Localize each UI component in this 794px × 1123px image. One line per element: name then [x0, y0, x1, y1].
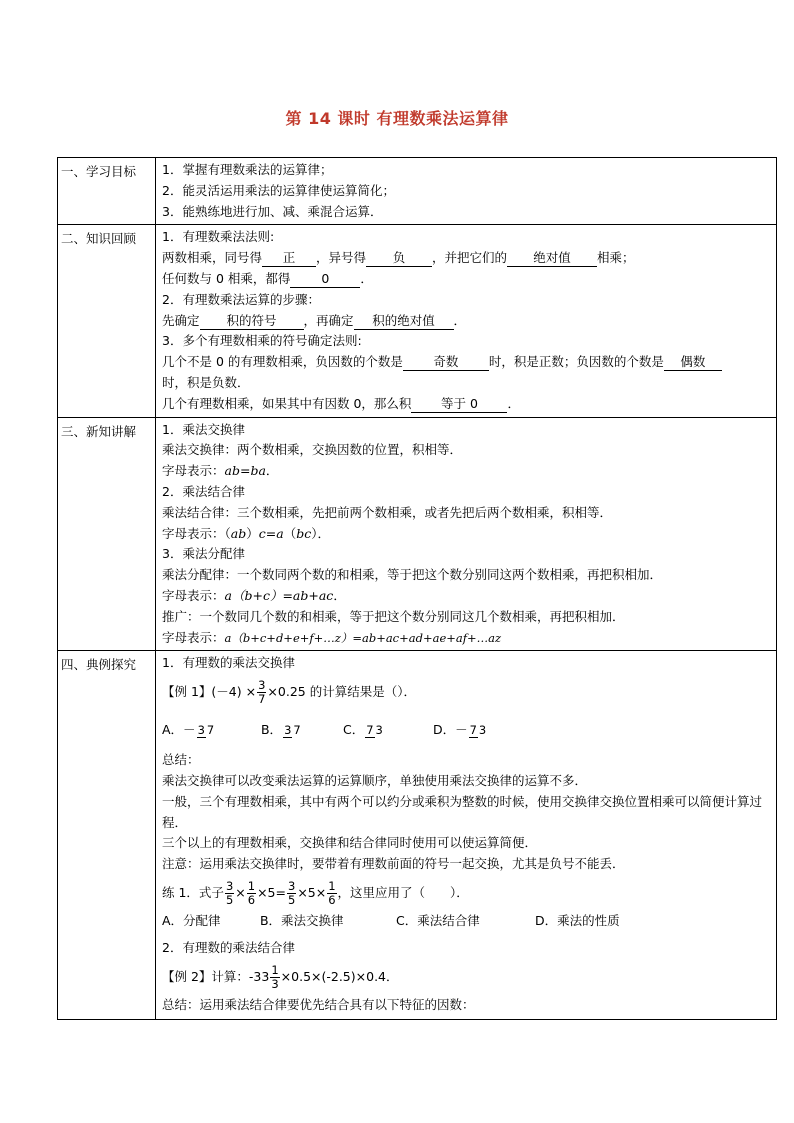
- text: 练 1．式子: [162, 884, 224, 900]
- fraction: [287, 880, 296, 907]
- text: 字母表示：（: [162, 525, 231, 541]
- practice-1: [162, 875, 772, 911]
- example-1-options: [162, 710, 772, 750]
- text: ．: [333, 587, 346, 603]
- denominator: 7: [258, 692, 266, 707]
- denominator: 5: [287, 892, 296, 907]
- option-c[interactable]: [343, 710, 429, 750]
- row-new-knowledge: [58, 417, 777, 651]
- numerator: 3: [287, 878, 296, 893]
- row-knowledge-review: [58, 225, 777, 417]
- text-line: 2．能灵活运用乘法的运算律使运算简化；: [162, 182, 395, 198]
- formula: a（b+c+d+e+f+…z）=ab+ac+ad+ae+af+…az: [224, 630, 502, 645]
- lesson-table: [57, 157, 777, 1020]
- text: ，再确定: [303, 312, 354, 328]
- option-b[interactable]: B．乘法交换律: [259, 912, 344, 928]
- blank-answer: 积的符号: [200, 313, 304, 330]
- text: 相乘；: [597, 250, 635, 266]
- section-body: [156, 225, 777, 417]
- blank-answer: 偶数: [664, 354, 722, 371]
- text-line: 总结：运用乘法结合律要优先结合具有以下特征的因数：: [162, 996, 475, 1012]
- denominator: 7: [206, 722, 215, 737]
- fraction: [247, 880, 256, 907]
- blank-answer: 负: [366, 250, 432, 267]
- section-body: [156, 158, 777, 225]
- text-line: [162, 394, 772, 415]
- text: ×0.5×(-2.5)×0.4．: [280, 968, 399, 984]
- text-line: 3．能熟练地进行加、减、乘混合运算．: [162, 203, 383, 219]
- text: 任何数与 0 相乘，都得: [162, 270, 291, 286]
- row-learning-goals: [58, 158, 777, 225]
- denominator: 6: [247, 892, 256, 907]
- blank-answer: 正: [262, 250, 316, 267]
- denominator: 3: [375, 722, 383, 737]
- numerator: 1: [247, 878, 256, 893]
- denominator: 3: [478, 722, 487, 737]
- text: ）: [246, 525, 259, 541]
- text-line: 1．掌握有理数乘法的运算律；: [162, 162, 333, 177]
- text: ×: [235, 884, 246, 900]
- section-body: [156, 417, 777, 651]
- fraction: [327, 880, 336, 907]
- example-2: [162, 959, 772, 995]
- text-line: 注意：运用乘法交换律时，要带着有理数前面的符号一起交换，尤其是负号不能丢．: [162, 856, 625, 872]
- option-d[interactable]: D．乘法的性质: [534, 912, 620, 928]
- text-line: 时，积是负数．: [162, 374, 250, 390]
- numerator: 7: [469, 722, 477, 737]
- text-line: [162, 524, 772, 545]
- text: 字母表示：: [162, 587, 225, 603]
- text-line: [162, 248, 772, 269]
- text-line: 1．乘法交换律: [162, 421, 245, 437]
- text-line: [162, 628, 772, 649]
- section-body: [156, 651, 777, 1020]
- formula: a（b+c）=ab+ac: [224, 587, 334, 603]
- practice-1-options: [162, 911, 772, 932]
- text: B．: [260, 722, 283, 738]
- option-b[interactable]: [261, 710, 339, 750]
- text: 字母表示：: [162, 463, 225, 479]
- fraction: [469, 724, 488, 738]
- blank-answer: 等于 0: [411, 396, 507, 413]
- text: 字母表示：: [162, 629, 225, 645]
- text-line: 2．乘法结合律: [162, 483, 245, 499]
- denominator: 6: [328, 892, 336, 907]
- option-a[interactable]: A．分配律: [162, 912, 221, 928]
- section-label: 二、知识回顾: [58, 225, 156, 417]
- example-1: [162, 674, 772, 710]
- numerator: 3: [225, 878, 234, 893]
- section-label: 一、学习目标: [58, 158, 156, 225]
- fraction: [257, 679, 266, 706]
- text-line: [162, 311, 772, 332]
- row-examples: [58, 651, 777, 1020]
- text: 先确定: [162, 312, 200, 328]
- text-line: 1．有理数的乘法交换律: [162, 655, 295, 671]
- denominator: 3: [271, 976, 279, 991]
- text: 时，积是正数；负因数的个数是: [488, 354, 664, 370]
- numerator: 7: [366, 722, 374, 737]
- text-line: 三个以上的有理数相乘，交换律和结合律同时使用可以使运算简便．: [162, 835, 538, 851]
- text: ，这里应用了（ ）．: [337, 884, 469, 900]
- text-line: 1．有理数乘法法则:: [162, 229, 275, 245]
- text: ．: [265, 463, 279, 479]
- text: D．－: [432, 722, 468, 738]
- option-d[interactable]: [433, 710, 488, 750]
- formula: ab: [230, 525, 247, 541]
- blank-answer: 绝对值: [507, 250, 597, 267]
- option-a[interactable]: [162, 710, 257, 750]
- fraction: [365, 724, 384, 738]
- numerator: 1: [328, 878, 336, 893]
- text-line: 2．有理数的乘法结合律: [162, 939, 295, 955]
- text-line: 总结：: [162, 752, 200, 768]
- text: 几个不是 0 的有理数相乘，负因数的个数是: [162, 354, 403, 370]
- text-line: 3．乘法分配律: [162, 546, 245, 562]
- text: ×5=: [257, 884, 286, 900]
- text: ）．: [311, 525, 330, 541]
- numerator: 3: [197, 722, 205, 737]
- fraction: [270, 964, 279, 991]
- text: ，并把它们的: [432, 250, 508, 266]
- text: ，异号得: [316, 250, 367, 266]
- denominator: 5: [225, 892, 234, 907]
- text-line: 乘法交换律：两个数相乘，交换因数的位置，积相等．: [162, 442, 463, 458]
- text-line: [162, 269, 772, 290]
- formula: bc: [296, 525, 312, 541]
- formula: ab=ba: [224, 463, 266, 479]
- fraction: [283, 724, 302, 738]
- text: （: [283, 525, 297, 541]
- text-line: 2．有理数乘法运算的步骤：: [162, 291, 320, 307]
- text: C．: [342, 722, 365, 738]
- option-c[interactable]: C．乘法结合律: [395, 912, 480, 928]
- text: 两数相乘，同号得: [162, 250, 263, 266]
- text: 【例 2】计算：-33: [162, 968, 270, 984]
- text-line: 乘法结合律：三个数相乘，先把前两个数相乘，或者先把后两个数相乘，积相等．: [162, 504, 613, 520]
- text-line: 乘法分配律：一个数同两个数的和相乘，等于把这个数分别同这两个数相乘，再把积相加．: [162, 567, 663, 583]
- text: A．－: [162, 722, 196, 738]
- page-title: 第 14 课时 有理数乘法运算律: [285, 109, 509, 128]
- numerator: 3: [258, 678, 266, 693]
- section-label: 三、新知讲解: [58, 417, 156, 651]
- denominator: 7: [293, 722, 301, 737]
- blank-answer: 奇数: [403, 354, 489, 371]
- text: ×0.25 的计算结果是（）．: [267, 684, 416, 700]
- fraction: [225, 880, 234, 907]
- numerator: 3: [284, 722, 292, 737]
- text-paragraph: 一般，三个有理数相乘，其中有两个可以约分或乘积为整数的时候，使用交换律交换位置相乘可以简便计算过程．: [162, 793, 763, 830]
- section-label: 四、典例探究: [58, 651, 156, 1020]
- text: 几个有理数相乘，如果其中有因数 0，那么积: [162, 395, 412, 411]
- text: 【例 1】(－4) ×: [162, 684, 257, 700]
- text: ．: [507, 395, 520, 411]
- numerator: 1: [271, 962, 279, 977]
- fraction: [197, 724, 216, 738]
- blank-answer: 积的绝对值: [354, 313, 454, 330]
- text-line: [162, 461, 772, 482]
- text-line: [162, 352, 772, 373]
- text: ．: [453, 312, 467, 328]
- text: ．: [360, 270, 373, 286]
- blank-answer: 0: [290, 271, 360, 288]
- text-line: 推广：一个数同几个数的和相乘，等于把这个数分别同这几个数相乘，再把积相加．: [162, 608, 625, 624]
- text: ×5×: [297, 884, 327, 900]
- text-line: 乘法交换律可以改变乘法运算的运算顺序，单独使用乘法交换律的运算不多．: [162, 772, 588, 788]
- text-line: 3．多个有理数相乘的符号确定法则:: [162, 333, 362, 349]
- text-line: [162, 586, 772, 607]
- formula: c=a: [258, 525, 284, 541]
